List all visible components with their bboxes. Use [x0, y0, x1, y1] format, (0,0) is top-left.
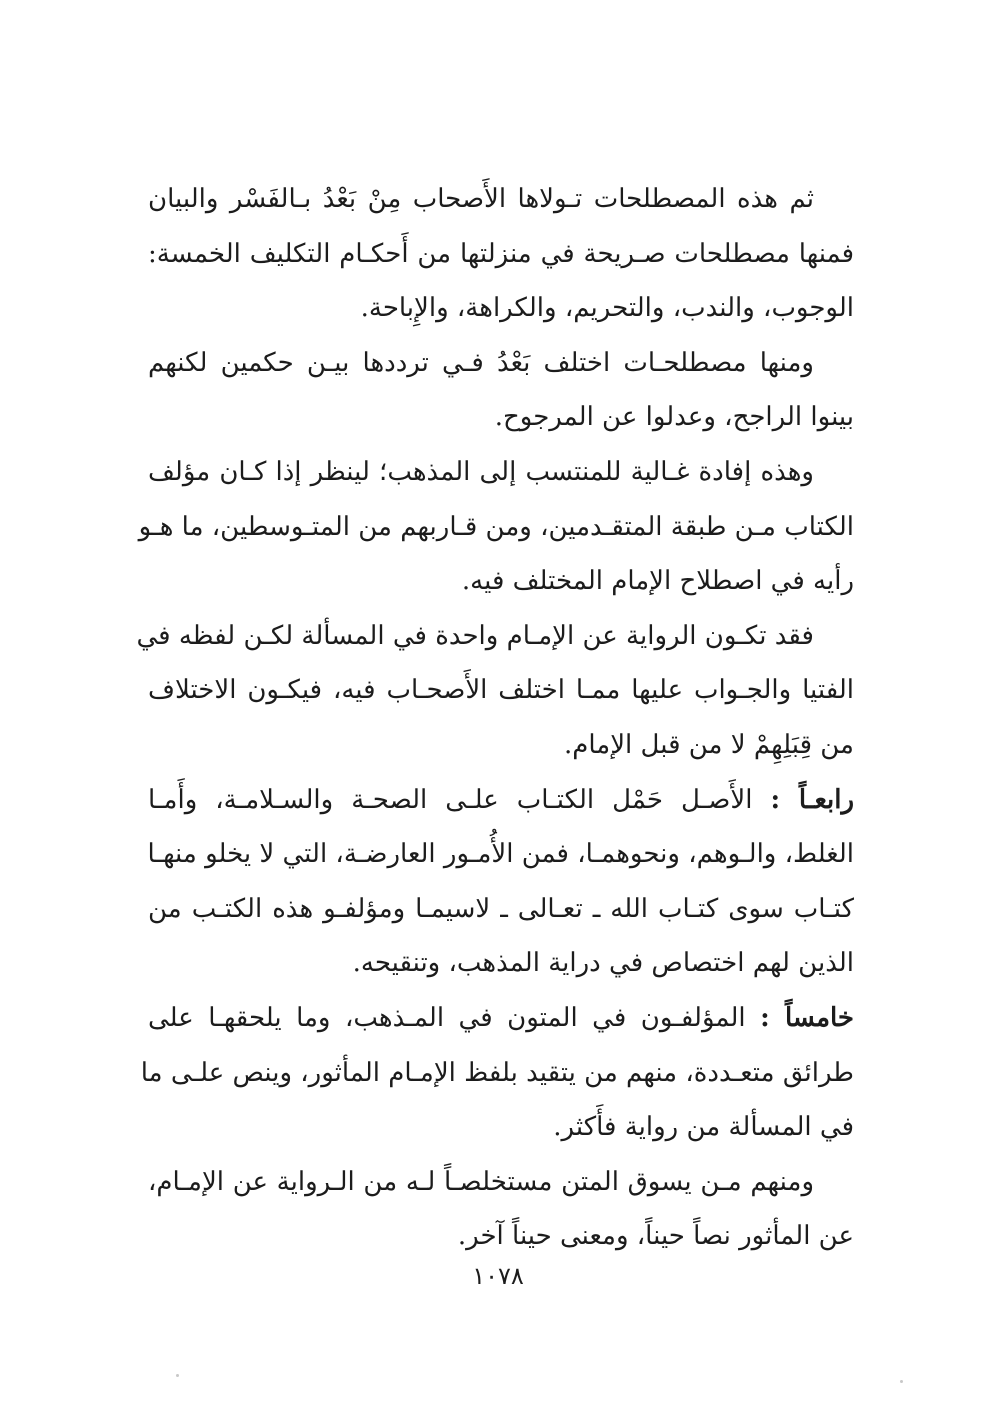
text-line — [148, 390, 854, 445]
scan-speck — [176, 1374, 179, 1377]
text-line — [148, 991, 854, 1046]
line-text: بينوا الراجح، وعدلوا عن المرجوح. — [494, 402, 854, 433]
line-text: في المسألة من رواية فأَكثر. — [553, 1112, 854, 1143]
line-text: الفتيا والجـواب عليها ممـا اختلف الأَصحـاب فيه، فيكـون الاختلاف — [148, 675, 854, 706]
line-text: الأَصـل حَمْل الكتـاب علـى الصحـة والسـلامـة، وأَمـا — [148, 784, 753, 815]
text-line — [148, 1155, 854, 1210]
text-line — [148, 773, 854, 828]
line-text: الكتاب مـن طبقة المتقـدمين، ومن قـاربهم من المتـوسطين، ما هـو — [138, 511, 854, 542]
text-line — [148, 827, 854, 882]
text-line — [148, 227, 854, 282]
text-line — [148, 1100, 854, 1155]
text-line — [140, 1046, 854, 1101]
scan-speck — [900, 1380, 903, 1383]
text-line — [148, 1209, 854, 1264]
section-lead: رابعـاً : — [770, 784, 855, 815]
line-text: المؤلفـون في المتون في المـذهب، وما يلحقهـا على — [148, 1002, 746, 1033]
line-text: فقد تكـون الرواية عن الإمـام واحدة في المسألة لكـن لفظه في — [136, 620, 814, 651]
text-line — [138, 500, 854, 555]
text-line — [148, 172, 854, 227]
line-text: الغلط، والـوهم، ونحوهمـا، فمن الأُمـور العارضـة، التي لا يخلو منهـا — [147, 839, 854, 870]
line-text: ومنها مصطلحـات اختلف بَعْدُ فـي ترددها بيـن حكمين لكنهم — [148, 347, 814, 378]
line-text: طرائق متعـددة، منهم من يتقيد بلفظ الإمـام المأثور، وينص علـى ما — [140, 1057, 854, 1088]
text-line — [148, 445, 854, 500]
text-line — [148, 663, 854, 718]
line-text: من قِبَلِهِمْ لا من قبل الإمام. — [564, 729, 854, 760]
text-line — [148, 281, 854, 336]
line-text: ثم هذه المصطلحات تـولاها الأَصحاب مِنْ بَعْدُ بـالفَسْر والبيان — [148, 184, 814, 214]
line-text: رأيه في اصطلاح الإمام المختلف فيه. — [461, 566, 854, 597]
text-line — [136, 609, 854, 664]
line-text: الوجوب، والندب، والتحريم، والكراهة، والإِباحة. — [360, 293, 854, 324]
text-line — [148, 554, 854, 609]
line-text: ومنهم مـن يسوق المتن مستخلصـاً لـه من الـرواية عن الإمـام، — [148, 1166, 814, 1197]
line-text: كتـاب سوى كتـاب الله ـ تعـالى ـ لاسيمـا ومؤلفـو هذه الكتـب من — [148, 893, 854, 924]
line-text: الذين لهم اختصاص في دراية المذهب، وتنقيحه. — [352, 948, 854, 979]
section-lead: خامساً : — [760, 1002, 855, 1033]
line-text: فمنها مصطلحات صـريحة في منزلتها من أَحكـام التكليف الخمسة: — [148, 238, 854, 269]
text-line — [148, 882, 854, 937]
text-line — [148, 336, 854, 391]
line-text: عن المأثور نصاً حيناً، ومعنى حيناً آخر. — [457, 1221, 854, 1252]
body-text — [136, 172, 855, 1264]
text-line — [148, 936, 854, 991]
line-text: وهذه إفادة غـالية للمنتسب إلى المذهب؛ لينظر إذا كـان مؤلف — [148, 456, 814, 487]
text-line — [148, 718, 854, 773]
page-number: ١٠٧٨ — [472, 1262, 524, 1290]
